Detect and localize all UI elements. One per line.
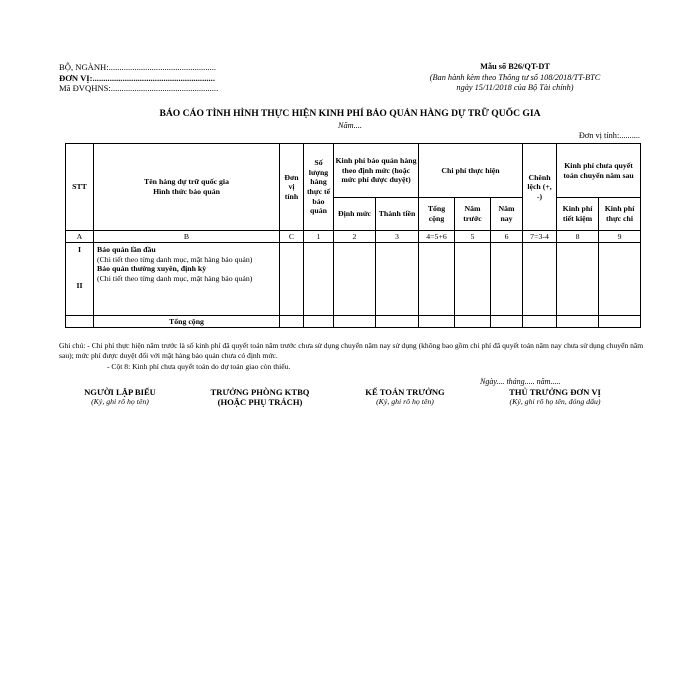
- signature-dept-head: [195, 387, 325, 408]
- stt-cell: [66, 243, 94, 316]
- col-pending-saving-header: Kinh phí tiết kiệm: [557, 198, 599, 231]
- col-pending-group-header: Kinh phí chưa quyết toán chuyển năm sau: [557, 144, 641, 198]
- col-pending-unspent-header: Kinh phí thực chi: [599, 198, 641, 231]
- header-left: [59, 62, 218, 94]
- col-actual-group-header: Chi phí thực hiện: [419, 144, 523, 198]
- row-title-1: Bảo quản lần đầu: [97, 245, 156, 254]
- col-norm-group-header: Kinh phí bảo quản hàng theo định mức (hoặc mức phí được duyệt): [334, 144, 419, 198]
- col-name-header: [94, 144, 280, 231]
- unit-head-sub: (Ký, ghi rõ họ tên, đóng dấu): [509, 397, 601, 407]
- signature-chief-accountant: [345, 387, 465, 407]
- notes: [59, 341, 644, 372]
- col-norm-rate-header: Định mức: [334, 198, 376, 231]
- code-cell: 6: [491, 231, 523, 243]
- data-cell: [419, 243, 455, 316]
- dept-head-sub: (HOẶC PHỤ TRÁCH): [217, 397, 303, 408]
- col-qty-header: Số lượng hàng thực tế bảo quản: [304, 144, 334, 231]
- total-cell: [599, 316, 641, 328]
- name-cell: [94, 243, 280, 316]
- col-stt-header: STT: [66, 144, 94, 231]
- total-row: [66, 316, 641, 328]
- total-cell: [523, 316, 557, 328]
- data-cell: [334, 243, 376, 316]
- report-table: [65, 143, 641, 328]
- total-cell: [455, 316, 491, 328]
- row-detail-2: (Chi tiết theo từng danh mục, mặt hàng bảo quản): [97, 273, 253, 283]
- issued-line-1: (Ban hành kèm theo Thông tư số 108/2018/TT-BTC: [429, 72, 601, 82]
- total-cell: [334, 316, 376, 328]
- column-codes-row: [66, 231, 641, 243]
- code-cell: 2: [334, 231, 376, 243]
- signature-preparer: [70, 387, 170, 407]
- issued-line-2: ngày 15/11/2018 của Bộ Tài chính): [456, 83, 574, 93]
- header-row-1: [66, 144, 641, 198]
- total-cell: [376, 316, 419, 328]
- code-cell: 3: [376, 231, 419, 243]
- col-actual-total-header: Tổng cộng: [419, 198, 455, 231]
- row-stt-1: I: [77, 245, 82, 254]
- total-cell: [491, 316, 523, 328]
- col-name-line1: Tên hàng dự trữ quốc gia: [144, 177, 229, 187]
- signature-date: Ngày.... tháng..... năm.....: [480, 377, 561, 386]
- data-cell: [304, 243, 334, 316]
- data-cell: [599, 243, 641, 316]
- total-stt-cell: [66, 316, 94, 328]
- table-body-row: [66, 243, 641, 316]
- code-cell: A: [66, 231, 94, 243]
- code-cell: 8: [557, 231, 599, 243]
- col-norm-amount-header: Thành tiền: [376, 198, 419, 231]
- note-line-1: Ghi chú: - Chi phí thực hiện năm trước là số kinh phí đã quyết toán năm trước chưa sử dụng chuyển năm nay sử dụng (không bao gồm chi phí đã quyết toán năm nay chưa sử dụng chuyển năm sau); mức phí được duyệt đối với mặt hàng bảo quản chưa có định mức.: [59, 341, 644, 361]
- header-right: [405, 62, 625, 94]
- data-cell: [376, 243, 419, 316]
- code-cell: 5: [455, 231, 491, 243]
- col-unit-header: Đơn vị tính: [280, 144, 304, 231]
- data-cell: [557, 243, 599, 316]
- data-cell: [523, 243, 557, 316]
- total-label: Tổng cộng: [94, 316, 280, 328]
- note-line-2: - Cột 8: Kinh phí chưa quyết toán do dự toán giao còn thiếu.: [107, 361, 291, 371]
- dept-head-title: TRƯỞNG PHÒNG KTBQ: [210, 387, 310, 397]
- total-cell: [304, 316, 334, 328]
- preparer-title: NGƯỜI LẬP BIỂU: [84, 387, 156, 397]
- code-cell: 1: [304, 231, 334, 243]
- col-actual-curr-header: Năm nay: [491, 198, 523, 231]
- signature-unit-head: [480, 387, 630, 407]
- row-stt-2: II: [76, 281, 83, 290]
- code-cell: 9: [599, 231, 641, 243]
- row-detail-1: (Chi tiết theo từng danh mục, mặt hàng bảo quản): [97, 254, 253, 264]
- col-actual-prev-header: Năm trước: [455, 198, 491, 231]
- chief-accountant-title: KẾ TOÁN TRƯỞNG: [365, 387, 445, 397]
- report-year: Năm....: [338, 121, 362, 130]
- data-cell: [280, 243, 304, 316]
- budget-code-field: Mã ĐVQHNS:..................................................: [59, 83, 219, 94]
- code-cell: 7=3-4: [523, 231, 557, 243]
- unit-field: ĐƠN VỊ:.........................................................: [59, 72, 215, 83]
- total-cell: [557, 316, 599, 328]
- unit-head-title: THỦ TRƯỞNG ĐƠN VỊ: [509, 387, 601, 397]
- col-name-line2: Hình thức bảo quản: [153, 187, 220, 196]
- total-cell: [419, 316, 455, 328]
- code-cell: 4=5+6: [419, 231, 455, 243]
- total-cell: [280, 316, 304, 328]
- ministry-field: BỘ, NGÀNH:..................................................: [59, 62, 217, 72]
- code-cell: B: [94, 231, 280, 243]
- preparer-sub: (Ký, ghi rõ họ tên): [91, 397, 149, 407]
- chief-accountant-sub: (Ký, ghi rõ họ tên): [376, 397, 434, 407]
- col-diff-header: Chênh lệch (+, -): [523, 144, 557, 231]
- currency-unit: Đơn vị tính:..........: [578, 131, 640, 140]
- data-cell: [455, 243, 491, 316]
- report-title: BÁO CÁO TÌNH HÌNH THỰC HIỆN KINH PHÍ BẢO QUẢN HÀNG DỰ TRỮ QUỐC GIA: [159, 108, 541, 119]
- code-cell: C: [280, 231, 304, 243]
- form-number: Mẫu số B26/QT-DT: [480, 62, 550, 71]
- data-cell: [491, 243, 523, 316]
- row-title-2: Bảo quản thường xuyên, định kỳ: [97, 264, 207, 274]
